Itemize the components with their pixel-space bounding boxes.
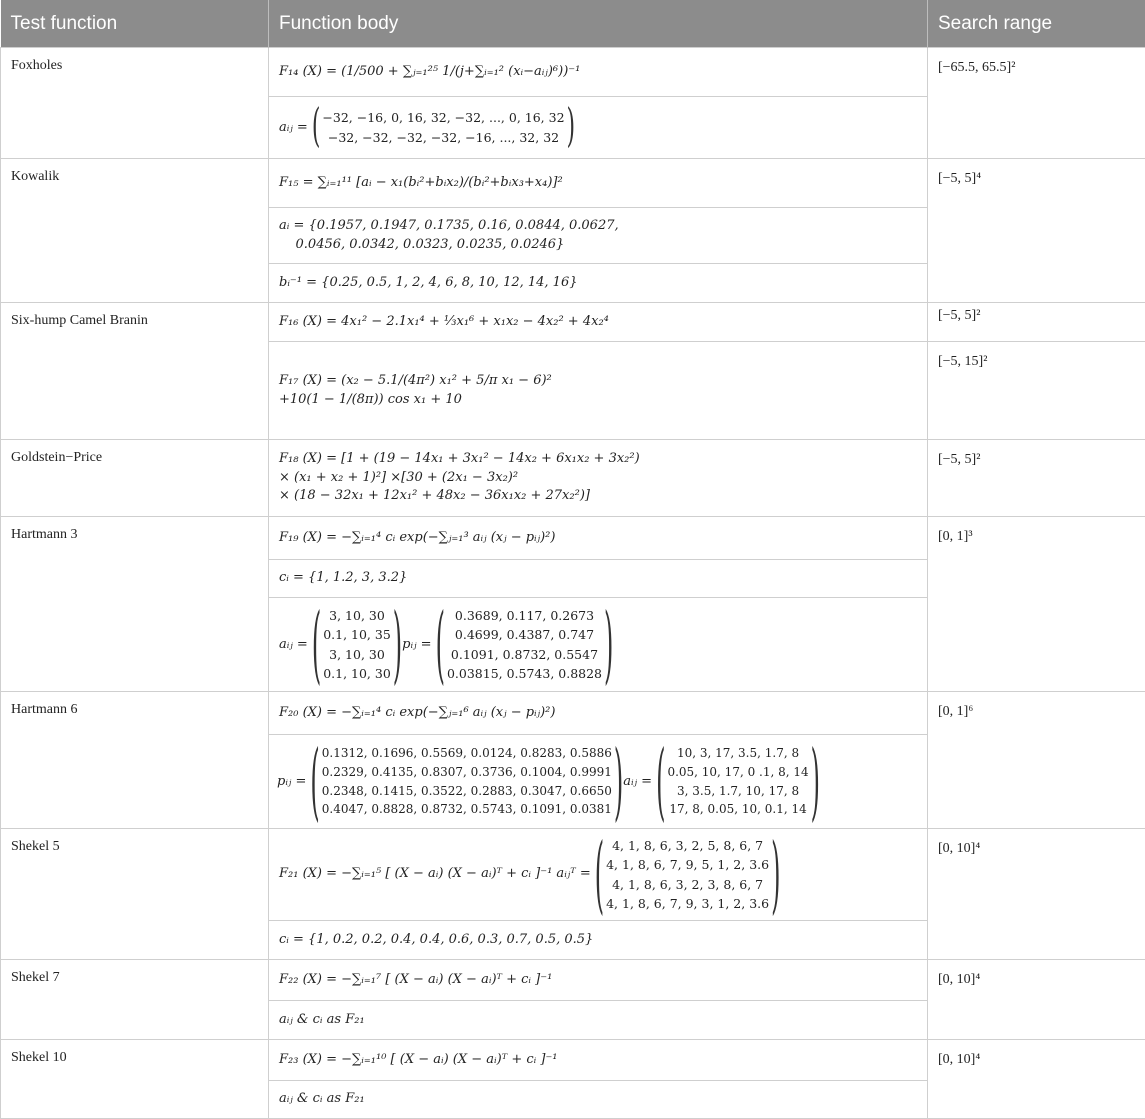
matrix-row: 0.1, 10, 30 — [323, 664, 391, 683]
table-row — [1, 440, 1145, 517]
function-name: Six-hump Camel Branin — [1, 303, 269, 440]
function-name: Shekel 5 — [1, 829, 269, 960]
matrix-row: 4, 1, 8, 6, 3, 2, 5, 8, 6, 7 — [612, 836, 763, 855]
matrix-label: aᵢⱼ = — [623, 774, 652, 789]
left-paren: ( — [312, 101, 321, 154]
function-name: Foxholes — [1, 48, 269, 159]
formula: aᵢ = {0.1957, 0.1947, 0.1735, 0.16, 0.0844, 0.0627, 0.0456, 0.0342, 0.0323, 0.0235, 0.0246} — [279, 217, 619, 255]
formula: F₁₄ (X) = (1/500 + ∑ⱼ₌₁²⁵ 1/(j+∑ᵢ₌₁² (xᵢ−aᵢⱼ)⁶))⁻¹ — [279, 63, 580, 82]
matrix — [310, 744, 623, 818]
matrix-label: aᵢⱼ = — [279, 120, 308, 135]
matrix-row: 3, 10, 30 — [329, 645, 385, 664]
matrix-row: 0.05, 10, 17, 0 .1, 8, 14 — [667, 763, 808, 782]
matrix-row: 10, 3, 17, 3.5, 1.7, 8 — [677, 744, 799, 763]
header-row — [1, 0, 1145, 48]
matrix-row: 0.2348, 0.1415, 0.3522, 0.2883, 0.3047, 0.6650 — [322, 782, 612, 801]
matrix-row: 0.2329, 0.4135, 0.8307, 0.3736, 0.1004, 0.9991 — [322, 763, 612, 782]
search-range: [−5, 5]² — [928, 303, 1145, 342]
right-paren: ) — [567, 101, 576, 154]
matrix-label: aᵢⱼ = — [279, 637, 308, 652]
right-paren: ) — [604, 598, 613, 691]
matrix-row: 4, 1, 8, 6, 3, 2, 3, 8, 6, 7 — [612, 875, 763, 894]
left-paren: ( — [312, 598, 321, 691]
function-name: Goldstein−Price — [1, 440, 269, 517]
table-row — [1, 517, 1145, 692]
function-name: Kowalik — [1, 159, 269, 303]
table-row — [1, 48, 1145, 159]
left-paren: ( — [436, 598, 445, 691]
formula: F₁₈ (X) = [1 + (19 − 14x₁ + 3x₁² − 14x₂ + 6x₁x₂ + 3x₂²) × (x₁ + x₂ + 1)²] ×[30 + (2x₁ − 3x₂)² × (18 − 32x₁ + 12x₁² + 48x₂ − 36x₁x₂ + 27x₂²)] — [279, 450, 640, 507]
table-row — [1, 960, 1145, 1040]
search-range: [0, 1]⁶ — [928, 692, 1145, 829]
table-row — [1, 159, 1145, 303]
matrix-row: 3, 3.5, 1.7, 10, 17, 8 — [677, 782, 799, 801]
search-range: [0, 1]³ — [928, 517, 1145, 692]
formula: F₂₃ (X) = −∑ᵢ₌₁¹⁰ [ (X − aᵢ) (X − aᵢ)ᵀ + cᵢ ]⁻¹ — [279, 1051, 558, 1070]
right-paren: ) — [771, 829, 780, 921]
left-paren: ( — [656, 735, 665, 828]
matrix-row: 0.1091, 0.8732, 0.5547 — [451, 645, 598, 664]
formula: F₁₉ (X) = −∑ᵢ₌₁⁴ cᵢ exp(−∑ⱼ₌₁³ aᵢⱼ (xⱼ − pᵢⱼ)²) — [279, 529, 555, 548]
formula: aᵢⱼ & cᵢ as F₂₁ — [279, 1090, 365, 1109]
search-range: [0, 10]⁴ — [928, 829, 1145, 960]
formula: cᵢ = {1, 1.2, 3, 3.2} — [279, 569, 407, 588]
matrix-row: −32, −32, −32, −32, −16, ..., 32, 32 — [328, 128, 559, 147]
formula: F₂₀ (X) = −∑ᵢ₌₁⁴ cᵢ exp(−∑ⱼ₌₁⁶ aᵢⱼ (xⱼ − pᵢⱼ)²) — [279, 704, 555, 723]
formula: F₁₅ = ∑ᵢ₌₁¹¹ [aᵢ − x₁(bᵢ²+bᵢx₂)/(bᵢ²+bᵢx₃+x₄)]² — [279, 174, 563, 193]
matrix-row: 0.3689, 0.117, 0.2673 — [455, 606, 594, 625]
matrix — [595, 836, 781, 914]
matrix-row: 0.4699, 0.4387, 0.747 — [455, 625, 594, 644]
function-name: Shekel 7 — [1, 960, 269, 1040]
table-row — [1, 829, 1145, 960]
search-range: [−5, 5]⁴ — [928, 159, 1145, 303]
matrix-row: −32, −16, 0, 16, 32, −32, ..., 0, 16, 32 — [322, 108, 564, 127]
matrix — [312, 606, 402, 684]
right-paren: ) — [393, 598, 402, 691]
table-row — [1, 1040, 1145, 1119]
header-test-function: Test function — [1, 0, 269, 48]
search-range: [0, 10]⁴ — [928, 960, 1145, 1040]
table-row — [1, 303, 1145, 342]
formula: cᵢ = {1, 0.2, 0.2, 0.4, 0.4, 0.6, 0.3, 0.7, 0.5, 0.5} — [279, 931, 593, 950]
formula: F₂₂ (X) = −∑ᵢ₌₁⁷ [ (X − aᵢ) (X − aᵢ)ᵀ + cᵢ ]⁻¹ — [279, 971, 552, 990]
left-paren: ( — [595, 829, 604, 921]
matrix — [436, 606, 614, 684]
search-range: [−5, 15]² — [928, 342, 1145, 440]
search-range: [0, 10]⁴ — [928, 1040, 1145, 1119]
matrix-label: pᵢⱼ = — [277, 774, 306, 789]
formula: F₁₆ (X) = 4x₁² − 2.1x₁⁴ + ⅓x₁⁶ + x₁x₂ − 4x₂² + 4x₂⁴ — [279, 313, 609, 332]
search-range: [−65.5, 65.5]² — [928, 48, 1145, 159]
right-paren: ) — [614, 735, 623, 828]
matrix-row: 17, 8, 0.05, 10, 0.1, 14 — [669, 800, 806, 819]
matrix-row: 0.1, 10, 35 — [323, 625, 391, 644]
matrix-row: 4, 1, 8, 6, 7, 9, 5, 1, 2, 3.6 — [606, 855, 769, 874]
function-name: Shekel 10 — [1, 1040, 269, 1119]
header-search-range: Search range — [928, 0, 1145, 48]
matrix-row: 0.1312, 0.1696, 0.5569, 0.0124, 0.8283, 0.5886 — [322, 744, 612, 763]
header-function-body: Function body — [269, 0, 928, 48]
matrix-row: 0.4047, 0.8828, 0.8732, 0.5743, 0.1091, 0.0381 — [322, 800, 612, 819]
formula: F₁₇ (X) = (x₂ − 5.1/(4π²) x₁² + 5/π x₁ − 6)² +10(1 − 1/(8π)) cos x₁ + 10 — [279, 372, 552, 410]
formula: aᵢⱼ & cᵢ as F₂₁ — [279, 1011, 365, 1030]
table-row — [1, 692, 1145, 829]
matrix — [312, 108, 575, 147]
function-name: Hartmann 6 — [1, 692, 269, 829]
matrix-label: pᵢⱼ = — [402, 637, 431, 652]
left-paren: ( — [310, 735, 319, 828]
matrix-row: 3, 10, 30 — [329, 606, 385, 625]
matrix-row: 0.03815, 0.5743, 0.8828 — [447, 664, 602, 683]
search-range: [−5, 5]² — [928, 440, 1145, 517]
matrix — [656, 744, 820, 818]
formula: bᵢ⁻¹ = {0.25, 0.5, 1, 2, 4, 6, 8, 10, 12, 14, 16} — [279, 274, 578, 293]
function-name: Hartmann 3 — [1, 517, 269, 692]
matrix-row: 4, 1, 8, 6, 7, 9, 3, 1, 2, 3.6 — [606, 894, 769, 913]
right-paren: ) — [811, 735, 820, 828]
formula: F₂₁ (X) = −∑ᵢ₌₁⁵ [ (X − aᵢ) (X − aᵢ)ᵀ + cᵢ ]⁻¹ aᵢⱼᵀ = — [279, 865, 591, 884]
